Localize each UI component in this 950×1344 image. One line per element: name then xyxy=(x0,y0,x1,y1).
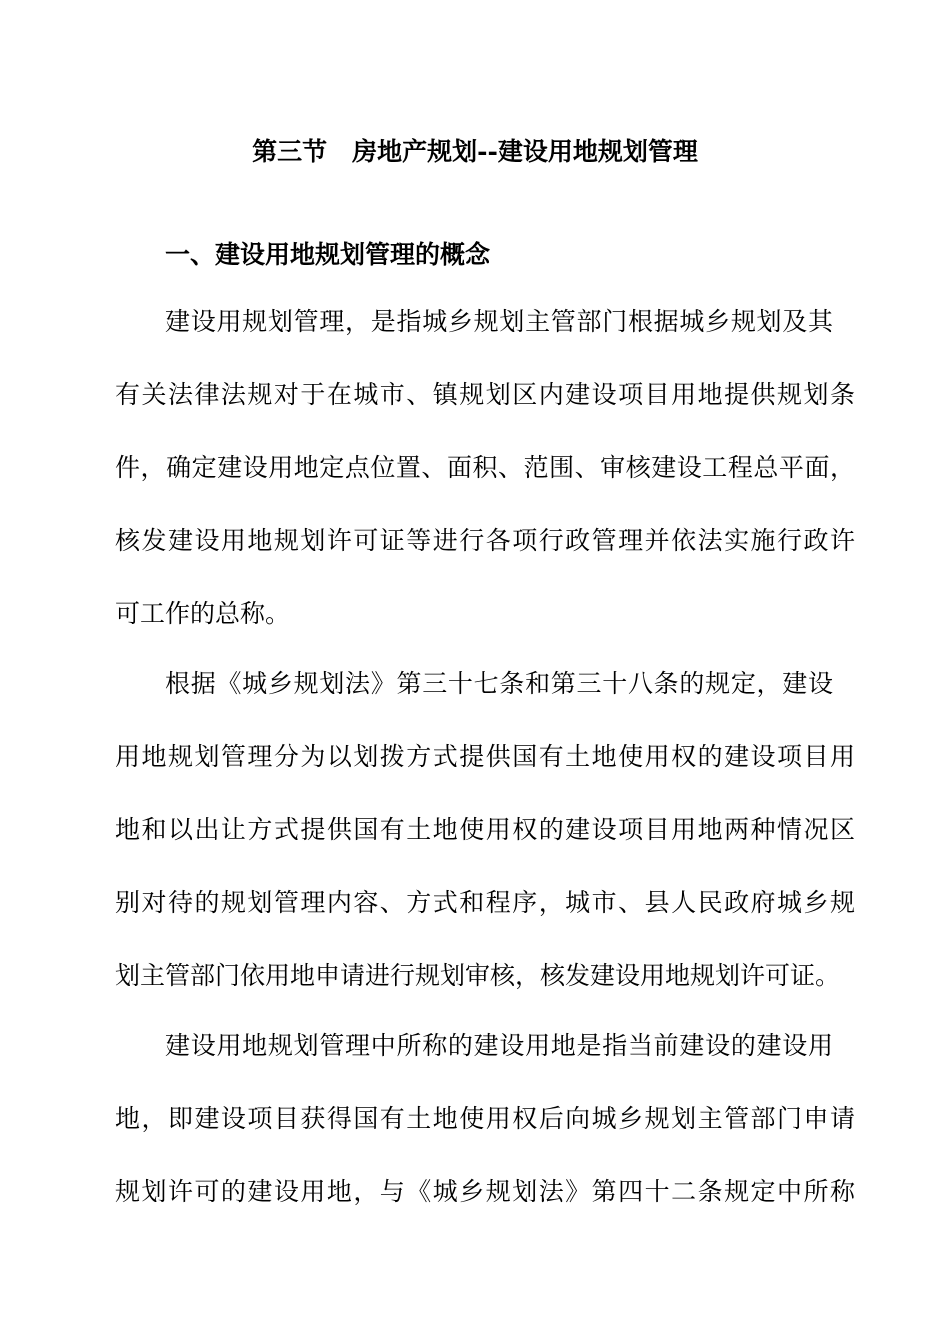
paragraph-3-line-1: 建设用地规划管理中所称的建设用地是指当前建设的建设用 xyxy=(165,1031,833,1060)
paragraph-2-line-3: 地和以出让方式提供国有土地使用权的建设项目用地两种情况区 xyxy=(115,815,855,844)
paragraph-2-line-5: 划主管部门依用地申请进行规划审核，核发建设用地规划许可证。 xyxy=(115,961,841,990)
paragraph-1-line-1: 建设用规划管理，是指城乡规划主管部门根据城乡规划及其 xyxy=(165,307,833,336)
paragraph-1-line-2: 有关法律法规对于在城市、镇规划区内建设项目用地提供规划条 xyxy=(115,380,855,409)
paragraph-1-line-5: 可工作的总称。 xyxy=(115,599,291,628)
paragraph-2-line-2: 用地规划管理分为以划拨方式提供国有土地使用权的建设项目用 xyxy=(115,742,855,771)
paragraph-2-line-4: 别对待的规划管理内容、方式和程序，城市、县人民政府城乡规 xyxy=(115,888,855,917)
paragraph-1-line-4: 核发建设用地规划许可证等进行各项行政管理并依法实施行政许 xyxy=(115,526,855,555)
paragraph-3-line-3: 规划许可的建设用地，与《城乡规划法》第四十二条规定中所称 xyxy=(115,1177,855,1206)
paragraph-1-line-3: 件，确定建设用地定点位置、面积、范围、审核建设工程总平面， xyxy=(115,453,855,482)
paragraph-2-line-1: 根据《城乡规划法》第三十七条和第三十八条的规定，建设 xyxy=(165,669,833,698)
page-title: 第三节 房地产规划--建设用地规划管理 xyxy=(252,137,698,166)
paragraph-3-line-2: 地，即建设项目获得国有土地使用权后向城乡规划主管部门申请 xyxy=(115,1104,855,1133)
section-heading: 一、建设用地规划管理的概念 xyxy=(165,240,491,269)
